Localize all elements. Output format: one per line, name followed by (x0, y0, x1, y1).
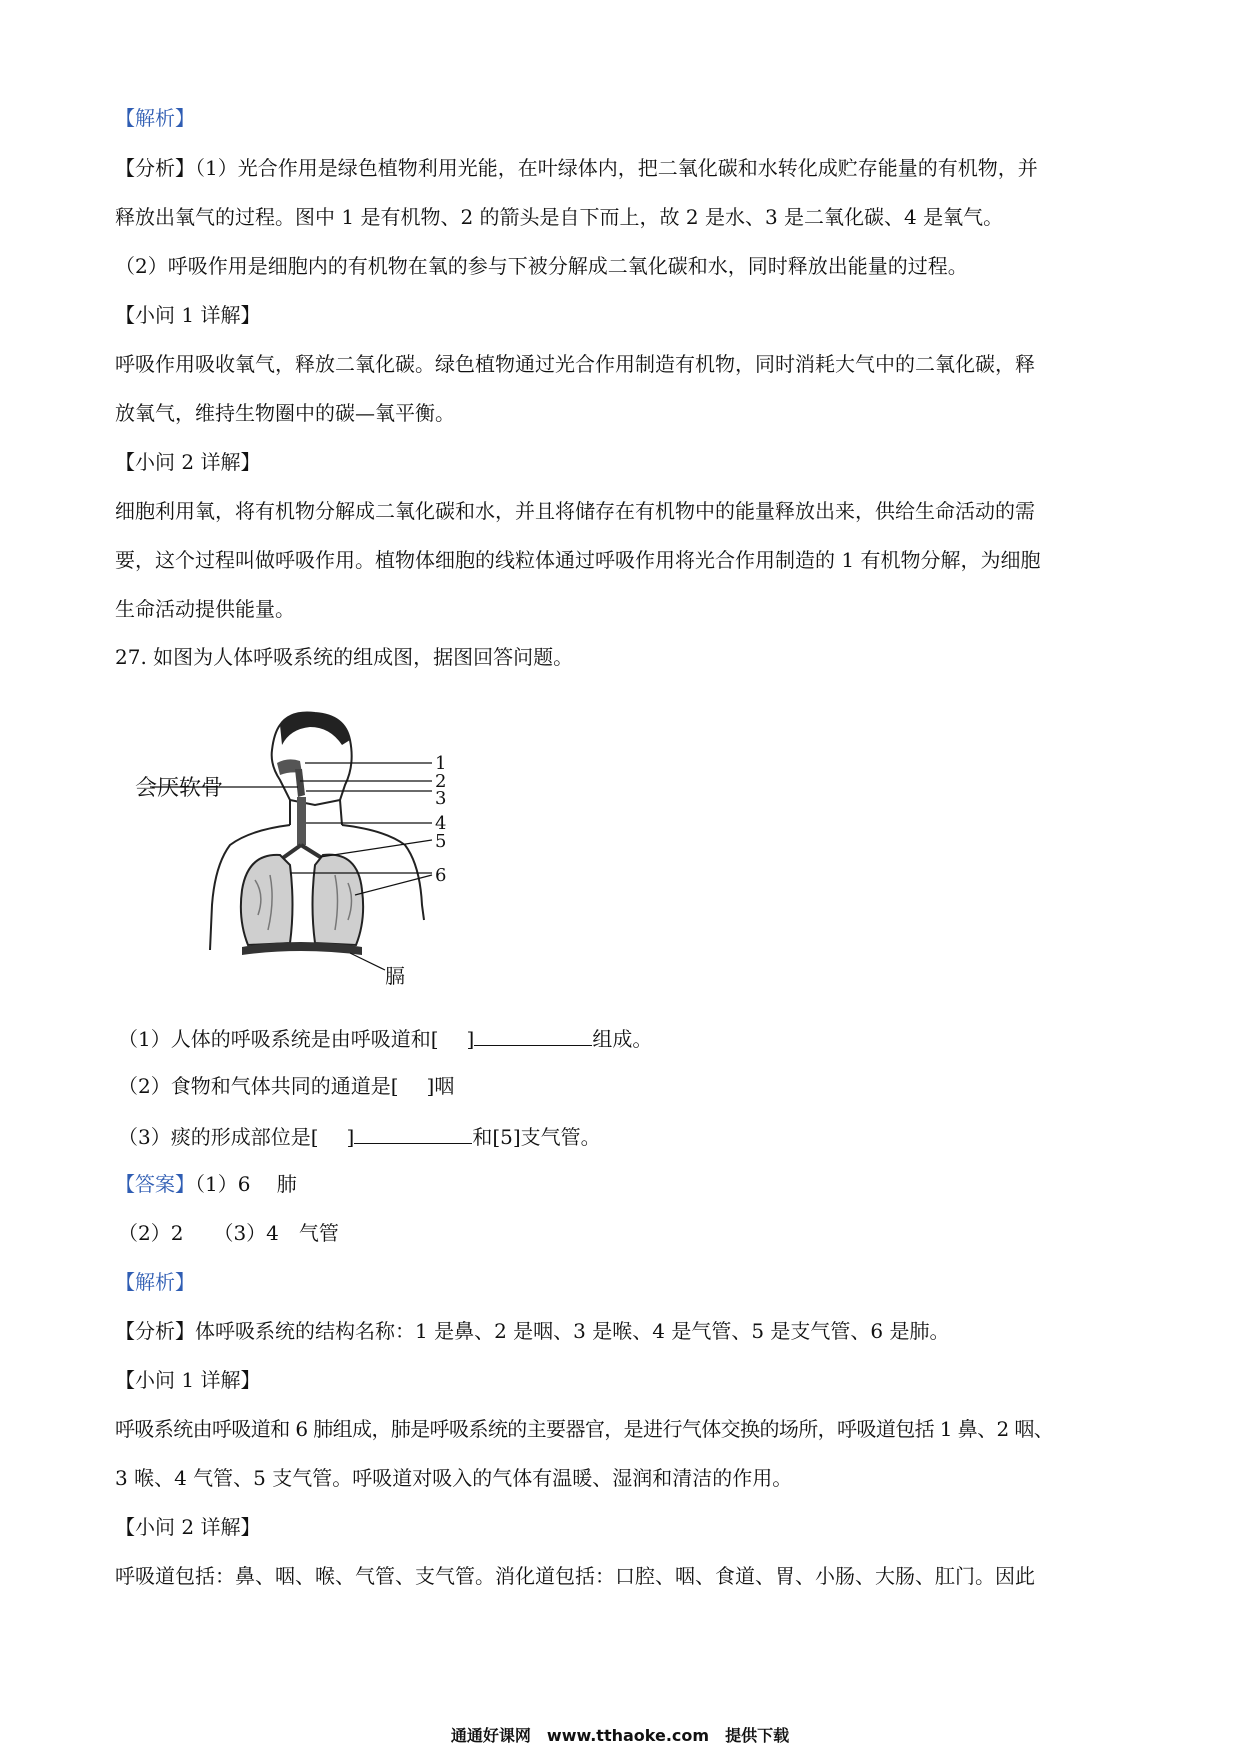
analysis-label-2: 【分析】 (115, 1319, 195, 1343)
subquestion-2-prompt (118, 1076, 454, 1096)
answer-blank[interactable] (474, 1027, 592, 1046)
analysis-text-line2: 释放出氧气的过程。图中 1 是有机物、2 的箭头是自下而上，故 2 是水、3 是二氧化碳、4 是氧气。 (115, 205, 1004, 229)
subquestion-2-prompt-b: ]咽 (426, 1074, 455, 1098)
respiratory-system-diagram (130, 705, 460, 985)
subquestion-1-text-line2: 放氧气，维持生物圈中的碳—氧平衡。 (115, 401, 455, 425)
analysis-text-2: 体呼吸系统的结构名称：1 是鼻、2 是咽、3 是喉、4 是气管、5 是支气管、6 是肺。 (195, 1319, 950, 1343)
analysis-text-line3: （2）呼吸作用是细胞内的有机物在氧的参与下被分解成二氧化碳和水，同时释放出能量的过程。 (115, 254, 968, 278)
diagram-label-2: 2 (435, 771, 447, 792)
diagram-label-3: 3 (435, 788, 447, 809)
subquestion-3-prompt (118, 1125, 601, 1147)
subquestion-1-prompt-b: ] (466, 1027, 475, 1051)
subquestion-2-text-line1: 细胞利用氧，将有机物分解成二氧化碳和水，并且将储存在有机物中的能量释放出来，供给生命活动的需 (115, 499, 1035, 523)
leader-line-diaphragm (350, 953, 385, 970)
subquestion-2-detail-line1: 呼吸道包括：鼻、咽、喉、气管、支气管。消化道包括：口腔、咽、食道、胃、小肠、大肠、肛门。因此 (115, 1564, 1035, 1588)
subquestion-1-text-line1: 呼吸作用吸收氧气，释放二氧化碳。绿色植物通过光合作用制造有机物，同时消耗大气中的二氧化碳，释 (115, 352, 1035, 376)
trachea-shape (297, 797, 306, 845)
answer-text-1: （1）6 肺 (195, 1172, 297, 1196)
diagram-label-6: 6 (435, 865, 447, 886)
section-heading-jiexi-2: 【解析】 (115, 1270, 195, 1294)
section-heading-jiexi-1: 【解析】 (115, 106, 195, 130)
question-27-stem: 27. 如图为人体呼吸系统的组成图，据图回答问题。 (115, 645, 574, 669)
analysis-label: 【分析】 (115, 156, 195, 180)
subquestion-1-heading: 【小问 1 详解】 (115, 303, 261, 327)
subquestion-3-prompt-b: ] (346, 1125, 355, 1149)
leader-line-5 (320, 840, 432, 857)
answer-line-1 (115, 1174, 297, 1194)
subquestion-1-detail-line2: 3 喉、4 气管、5 支气管。呼吸道对吸入的气体有温暖、湿润和清洁的作用。 (115, 1466, 793, 1490)
answer-blank[interactable] (354, 1125, 472, 1144)
page-footer: 通通好课网 www.tthaoke.com 提供下载 (450, 1726, 790, 1745)
bronchi-shape (280, 845, 325, 860)
left-lung-shape (241, 855, 293, 945)
diagram-label-5: 5 (435, 831, 447, 852)
diagram-label-epiglottis: 会厌软骨 (135, 776, 224, 801)
subquestion-1-prompt-c: 组成。 (592, 1027, 653, 1051)
answer-label: 【答案】 (115, 1172, 195, 1196)
analysis-paragraph-2 (115, 1321, 950, 1341)
subquestion-1-prompt-a: （1）人体的呼吸系统是由呼吸道和[ (118, 1027, 439, 1051)
subquestion-2-text-line3: 生命活动提供能量。 (115, 597, 295, 621)
subquestion-2-heading: 【小问 2 详解】 (115, 450, 261, 474)
subquestion-2-heading-2: 【小问 2 详解】 (115, 1515, 261, 1539)
subquestion-3-prompt-a: （3）痰的形成部位是[ (118, 1125, 319, 1149)
subquestion-3-prompt-c: 和[5]支气管。 (472, 1125, 601, 1149)
diagram-label-1: 1 (435, 753, 447, 774)
analysis-paragraph-line (115, 158, 1038, 178)
diagram-label-diaphragm: 膈 (385, 964, 405, 985)
subquestion-2-prompt-a: （2）食物和气体共同的通道是[ (118, 1074, 399, 1098)
subquestion-1-heading-2: 【小问 1 详解】 (115, 1368, 261, 1392)
diagram-label-4: 4 (435, 813, 447, 834)
analysis-text: （1）光合作用是绿色植物利用光能，在叶绿体内，把二氧化碳和水转化成贮存能量的有机物，并 (195, 156, 1038, 180)
answer-line-2: （2）2 （3）4 气管 (118, 1221, 339, 1245)
subquestion-2-text-line2: 要，这个过程叫做呼吸作用。植物体细胞的线粒体通过呼吸作用将光合作用制造的 1 有机物分解，为细胞 (115, 548, 1041, 572)
subquestion-1-prompt (118, 1027, 652, 1049)
subquestion-1-detail-line1: 呼吸系统由呼吸道和 6 肺组成，肺是呼吸系统的主要器官，是进行气体交换的场所，呼吸道包括 1 鼻、2 咽、 (115, 1417, 1054, 1441)
